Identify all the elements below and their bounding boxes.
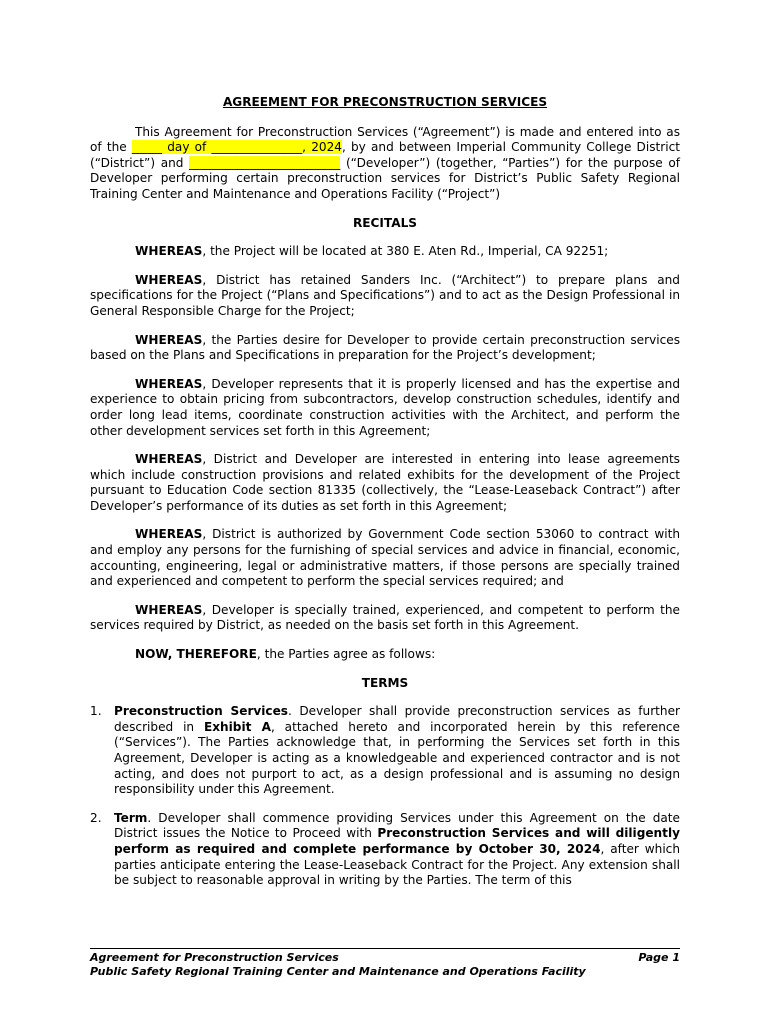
term-item: 2. Term. Developer shall commence providing Services under this Agreement on the date District issues the Notice to Proceed with Preconstruction Services and will diligently perform as required and complete performance by October 30, 2024, after which parties anticipate entering the Lease-Leaseback Contract for the Project. Any extension shall be subject to reasonable approval in writing by the Parties. The term of this <box>90 810 680 888</box>
recital-paragraph: WHEREAS, Developer is specially trained, experienced, and competent to perform the services required by District, as needed on the basis set forth in this Agreement. <box>90 602 680 633</box>
recital-paragraph: WHEREAS, District is authorized by Government Code section 53060 to contract with and employ any persons for the furnishing of special services and advice in financial, economic, accounting, engineering, legal or administrative matters, if those persons are specially trained and experienced and competent to perform the special services required; and <box>90 527 680 589</box>
recitals-heading: RECITALS <box>352 215 418 230</box>
terms-list <box>90 704 680 889</box>
intro-paragraph: This Agreement for Preconstruction Services (“Agreement”) is made and entered into as of the _____ day of _______________, 2024, by and between Imperial Community College District (“District”) and _________________________ (“Developer”) (together, “Parties”) for the purpose of Developer performing certain preconstruction services for District’s Public Safety Regional Training Center and Maintenance and Operations Facility (“Project”) <box>90 124 681 201</box>
footer-project-name: Public Safety Regional Training Center and Maintenance and Operations Facility <box>90 965 586 978</box>
term-number: 1. <box>90 704 102 719</box>
terms-heading: TERMS <box>361 675 409 690</box>
now-therefore-paragraph: NOW, THEREFORE, the Parties agree as follows: <box>135 647 436 662</box>
recital-paragraph: WHEREAS, Developer represents that it is properly licensed and has the expertise and experience to obtain pricing from subcontractors, develop construction schedules, identify and order long lead items, coordinate construction activities with the Architect, and perform the other development services set forth in this Agreement; <box>90 376 680 438</box>
recital-paragraph: WHEREAS, the Project will be located at 380 E. Aten Rd., Imperial, CA 92251; <box>135 244 609 259</box>
page-number: Page 1 <box>638 951 680 964</box>
term-number: 2. <box>90 810 102 825</box>
document-body <box>90 95 680 902</box>
exhibit-reference: Exhibit A <box>203 719 271 734</box>
developer-blank: _________________________ <box>189 155 341 170</box>
date-blank: _____ day of _______________, 2024 <box>131 140 342 155</box>
term-item: 1. Preconstruction Services. Developer shall provide preconstruction services as further described in Exhibit A, attached hereto and incorporated herein by this reference (“Services”). The Parties acknowledge that, in performing the Services set forth in this Agreement, Developer is acting as a knowledgeable and experienced contractor and is not acting, and does not purport to act, as a design professional and is assuming no design responsibility under this Agreement. <box>90 704 681 797</box>
recital-paragraph: WHEREAS, District has retained Sanders Inc. (“Architect”) to prepare plans and specifications for the Project (“Plans and Specifications”) and to act as the Design Professional in General Responsible Charge for the Project; <box>90 272 680 318</box>
term-heading: Term <box>114 810 148 825</box>
page-footer <box>90 948 680 979</box>
recital-paragraph: WHEREAS, the Parties desire for Developer to provide certain preconstruction services based on the Plans and Specifications in preparation for the Project’s development; <box>90 332 680 363</box>
term-heading: Preconstruction Services <box>114 704 289 719</box>
agreement-title: AGREEMENT FOR PRECONSTRUCTION SERVICES <box>222 95 548 109</box>
recital-paragraph: WHEREAS, District and Developer are interested in entering into lease agreements which include construction provisions and related exhibits for the development of the Project pursuant to Education Code section 81335 (collectively, the “Lease-Leaseback Contract”) after Developer’s performance of its duties as set forth in this Agreement; <box>90 452 680 513</box>
footer-title: Agreement for Preconstruction Services <box>90 951 339 964</box>
